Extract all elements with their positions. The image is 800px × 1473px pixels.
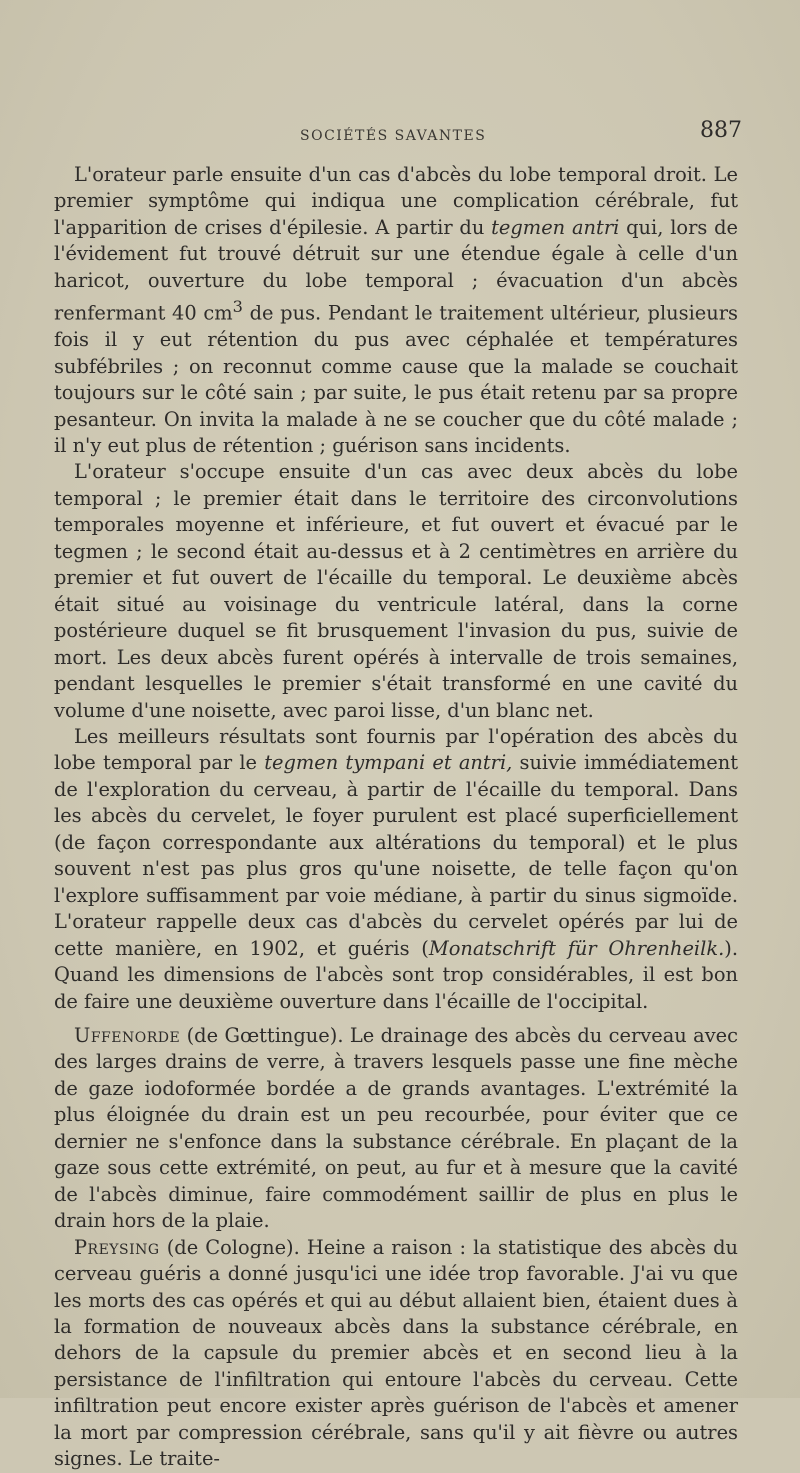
speaker-name: Uffenorde — [74, 1023, 181, 1047]
page-number: 887 — [700, 118, 742, 143]
italic-term: tegmen antri — [491, 215, 620, 239]
paragraph-4 — [54, 1023, 738, 1235]
speaker-name: Preysing — [74, 1235, 160, 1259]
paragraph-text: L'orateur parle ensuite d'un cas d'abcès du lobe temporal droit. Le premier symptôme qui indiqua une complication cérébrale, fut l'apparition de crises d'épilesie. A partir du — [54, 163, 738, 239]
italic-citation: Monatschrift für Ohrenheilk. — [428, 936, 725, 960]
paragraph-5 — [54, 1235, 738, 1473]
text-body — [54, 162, 738, 1473]
paragraph-text: de pus. Pendant le traitement ultérieur, plusieurs fois il y eut rétention du pus avec céphalée et températures subfébriles ; on reconnut comme cause que la malade se couchait toujours sur le côté sain ; par suite, le pus était retenu par sa propre pesanteur. On invita la malade à ne se coucher que du côté malade ; il n'y eut plus de rétention ; guérison sans incidents. — [54, 301, 738, 457]
paragraph-text: L'orateur s'occupe ensuite d'un cas avec deux abcès du lobe temporal ; le premier était dans le territoire des circonvolutions temporales moyenne et inférieure, et fut ouvert et évacué par le tegmen ; le second était au-dessus et à 2 centimètres en arrière du premier et fut ouvert de l'écaille du temporal. Le deuxième abcès était situé au voisinage du ventricule latéral, dans la corne postérieure duquel se fit brusquement l'invasion du pus, suivie de mort. Les deux abcès furent opérés à intervalle de trois semaines, pendant lesquelles le premier s'était transformé en une cavité du volume d'une noisette, avec paroi lisse, d'un blanc net. — [54, 460, 738, 722]
paragraph-text: Les meilleurs résultats sont fournis par l'opération des abcès du lobe temporal par le — [54, 724, 738, 775]
paragraph-text: suivie immédiatement de l'exploration du cerveau, à partir de l'écaille du temporal. Dans les abcès du cervelet, le foyer purulent est placé superficiellement (de façon correspondante aux altérations du temporal) et le plus souvent n'est pas plus gros qu'une noisette, de telle façon qu'on l'explore suffisamment par voie médiane, à partir du sinus sigmoïde. L'orateur rappelle deux cas d'abcès du cervelet opérés par lui de cette manière, en 1902, et guéris ( — [54, 751, 738, 960]
paragraph-text: (de Cologne). Heine a raison : la statistique des abcès du cerveau guéris a donné jusqu'ici une idée trop favorable. J'ai vu que les morts des cas opérés et qui au début allaient bien, étaient dues à la formation de nouveaux abcès dans la substance cérébrale, en dehors de la capsule du premier abcès et en second lieu à la persistance de l'infiltration qui entoure l'abcès du cerveau. Cette infiltration peut encore exister après guérison de l'abcès et amener la mort par compression cérébrale, sans qu'il y ait fièvre ou autres signes. Le traite- — [54, 1235, 738, 1471]
page-header — [0, 118, 800, 148]
paragraph-3 — [54, 724, 738, 1015]
superscript: 3 — [232, 297, 243, 317]
paragraph-1 — [54, 162, 738, 459]
paragraph-text: (de Gœttingue). Le drainage des abcès du cerveau avec des larges drains de verre, à travers lesquels passe une fine mèche de gaze iodoformée bordée a de grands avantages. L'extrémité la plus éloignée du drain est un peu recourbée, pour éviter que ce dernier ne s'enfonce dans la substance cérébrale. En plaçant de la gaze sous cette extrémité, on peut, au fur et à mesure que la cavité de l'abcès diminue, faire commodément saillir de plus en plus le drain hors de la plaie. — [54, 1023, 738, 1233]
paragraph-text: ). Quand les dimensions de l'abcès sont trop considérables, il est bon de faire une deuxième ouverture dans l'écaille de l'occipital. — [54, 936, 738, 1013]
italic-term: tegmen tympani et antri, — [264, 751, 513, 775]
paragraph-2 — [54, 459, 738, 724]
running-head: SOCIÉTÉS SAVANTES — [300, 128, 487, 144]
paragraph-text: qui, lors de l'évidement fut trouvé détruit sur une étendue égale à celle d'un haricot, ouverture du lobe temporal ; évacuation d'un abcès renfermant 40 cm — [54, 215, 738, 325]
